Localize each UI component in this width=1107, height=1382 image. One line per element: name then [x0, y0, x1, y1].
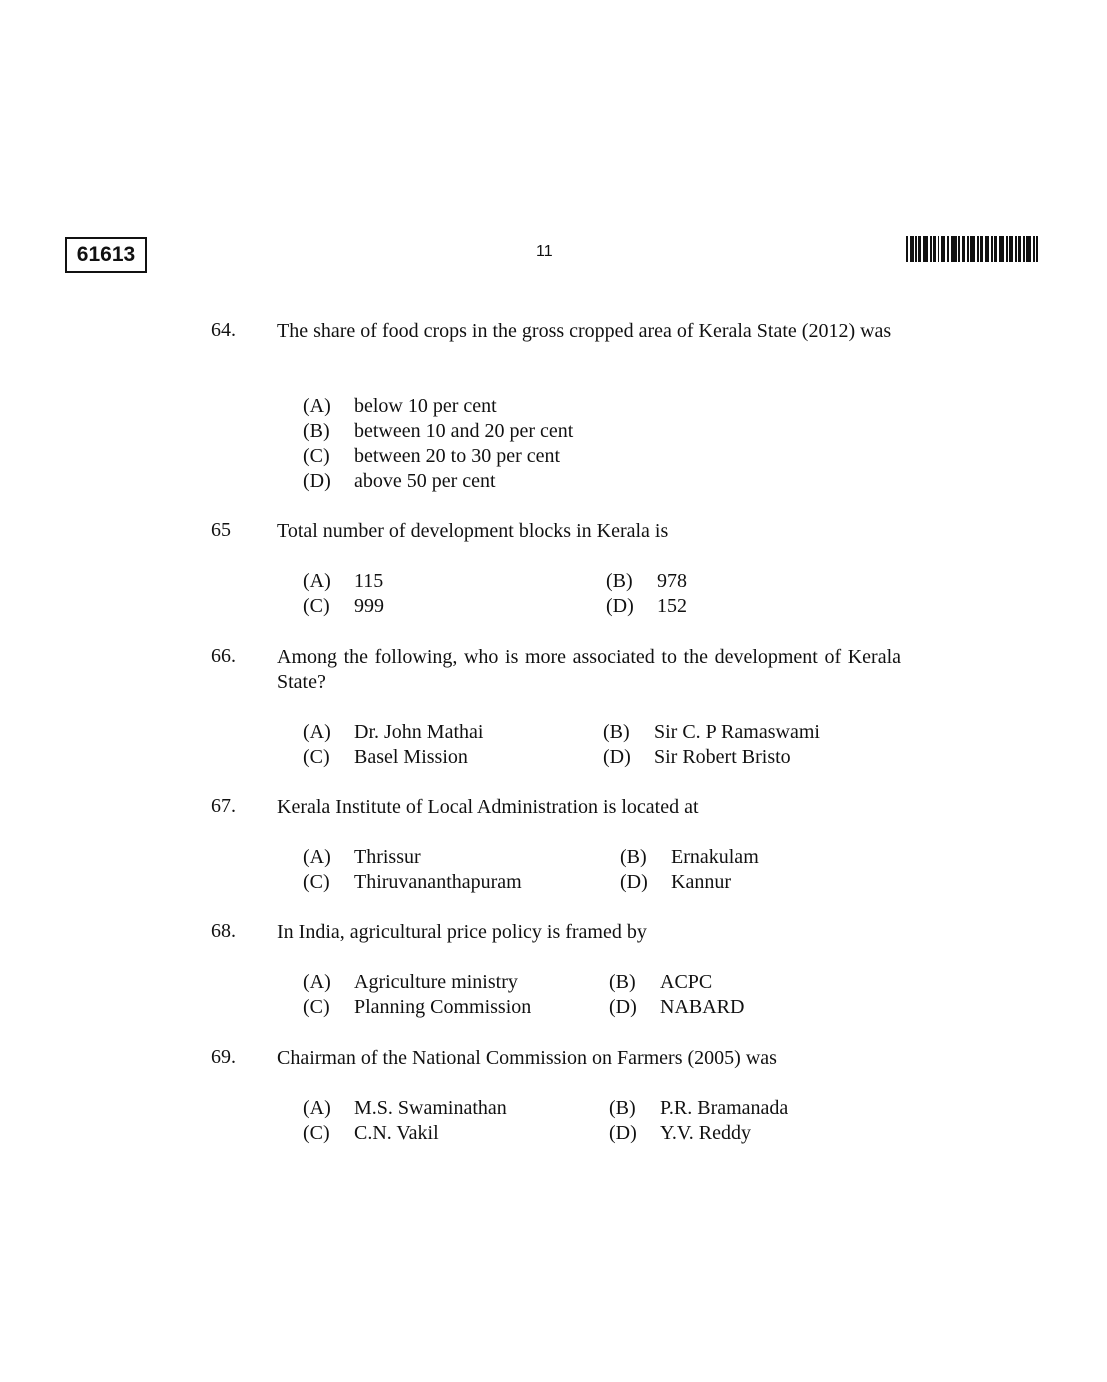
question-number: 67.: [211, 795, 236, 817]
option-text: NABARD: [660, 996, 745, 1018]
option-67-a: [303, 845, 421, 870]
option-label: (C): [303, 1122, 330, 1144]
option-label: (A): [303, 570, 331, 592]
option-label: (D): [609, 1122, 637, 1144]
option-text: 999: [354, 595, 384, 617]
option-label: (A): [303, 1097, 331, 1119]
option-label: (C): [303, 595, 330, 617]
option-label: (C): [303, 445, 330, 467]
option-64-c: [303, 444, 560, 469]
option-text: Thrissur: [354, 846, 421, 868]
option-text: above 50 per cent: [354, 470, 496, 492]
option-text: Planning Commission: [354, 996, 532, 1018]
option-68-b: [609, 970, 712, 995]
option-label: (B): [303, 420, 330, 442]
option-69-b: [609, 1096, 788, 1121]
option-text: Sir C. P Ramaswami: [654, 721, 820, 743]
option-label: (D): [303, 470, 331, 492]
option-label: (D): [603, 746, 631, 768]
option-label: (D): [606, 595, 634, 617]
option-label: (A): [303, 971, 331, 993]
option-69-d: [609, 1121, 751, 1146]
option-text: 115: [354, 570, 384, 592]
option-label: (B): [606, 570, 633, 592]
question-text: Chairman of the National Commission on Farmers (2005) was: [277, 1047, 777, 1069]
option-text: 152: [657, 595, 687, 617]
option-text: below 10 per cent: [354, 395, 497, 417]
option-label: (C): [303, 871, 330, 893]
option-text: Sir Robert Bristo: [654, 746, 791, 768]
option-text: Dr. John Mathai: [354, 721, 484, 743]
option-64-a: [303, 394, 497, 419]
page-number: 11: [536, 243, 553, 260]
question-number: 66.: [211, 645, 236, 667]
option-text: between 20 to 30 per cent: [354, 445, 561, 467]
option-text: Kannur: [671, 871, 731, 893]
option-65-d: [606, 594, 687, 619]
option-67-b: [620, 845, 759, 870]
question-number: 65: [211, 519, 231, 541]
question-number: 69.: [211, 1046, 236, 1068]
option-label: (A): [303, 721, 331, 743]
option-text: ACPC: [660, 971, 713, 993]
option-text: C.N. Vakil: [354, 1122, 439, 1144]
question-text: The share of food crops in the gross cropped area of Kerala State (2012) was: [277, 320, 892, 342]
question-number: 68.: [211, 920, 236, 942]
question-text: Kerala Institute of Local Administration is located at: [277, 796, 699, 818]
option-66-a: [303, 720, 483, 745]
option-label: (B): [620, 846, 647, 868]
option-66-c: [303, 745, 468, 770]
option-text: 978: [657, 570, 687, 592]
option-text: M.S. Swaminathan: [354, 1097, 507, 1119]
option-label: (B): [609, 1097, 636, 1119]
option-68-d: [609, 995, 744, 1020]
option-text: Thiruvananthapuram: [354, 871, 522, 893]
question-text: In India, agricultural price policy is framed by: [277, 921, 647, 943]
option-67-d: [620, 870, 731, 895]
option-text: Y.V. Reddy: [660, 1122, 751, 1144]
option-65-a: [303, 569, 383, 594]
option-65-c: [303, 594, 384, 619]
option-text: Basel Mission: [354, 746, 468, 768]
option-text: Agriculture ministry: [354, 971, 518, 993]
option-label: (B): [609, 971, 636, 993]
paper-code-box: 61613: [65, 237, 147, 273]
option-67-c: [303, 870, 522, 895]
barcode-icon: [906, 236, 1038, 262]
option-text: P.R. Bramanada: [660, 1097, 789, 1119]
question-number: 64.: [211, 319, 236, 341]
option-text: between 10 and 20 per cent: [354, 420, 574, 442]
option-64-b: [303, 419, 573, 444]
option-label: (D): [609, 996, 637, 1018]
option-label: (A): [303, 395, 331, 417]
option-65-b: [606, 569, 687, 594]
option-66-b: [603, 720, 820, 745]
question-text: Among the following, who is more associated to the development of Kerala State?: [277, 646, 901, 693]
option-label: (B): [603, 721, 630, 743]
option-69-c: [303, 1121, 439, 1146]
option-66-d: [603, 745, 791, 770]
option-label: (C): [303, 996, 330, 1018]
option-68-a: [303, 970, 518, 995]
option-label: (A): [303, 846, 331, 868]
option-label: (C): [303, 746, 330, 768]
option-69-a: [303, 1096, 507, 1121]
option-64-d: [303, 469, 496, 494]
question-text: Total number of development blocks in Kerala is: [277, 520, 669, 542]
option-label: (D): [620, 871, 648, 893]
option-text: Ernakulam: [671, 846, 759, 868]
option-68-c: [303, 995, 531, 1020]
